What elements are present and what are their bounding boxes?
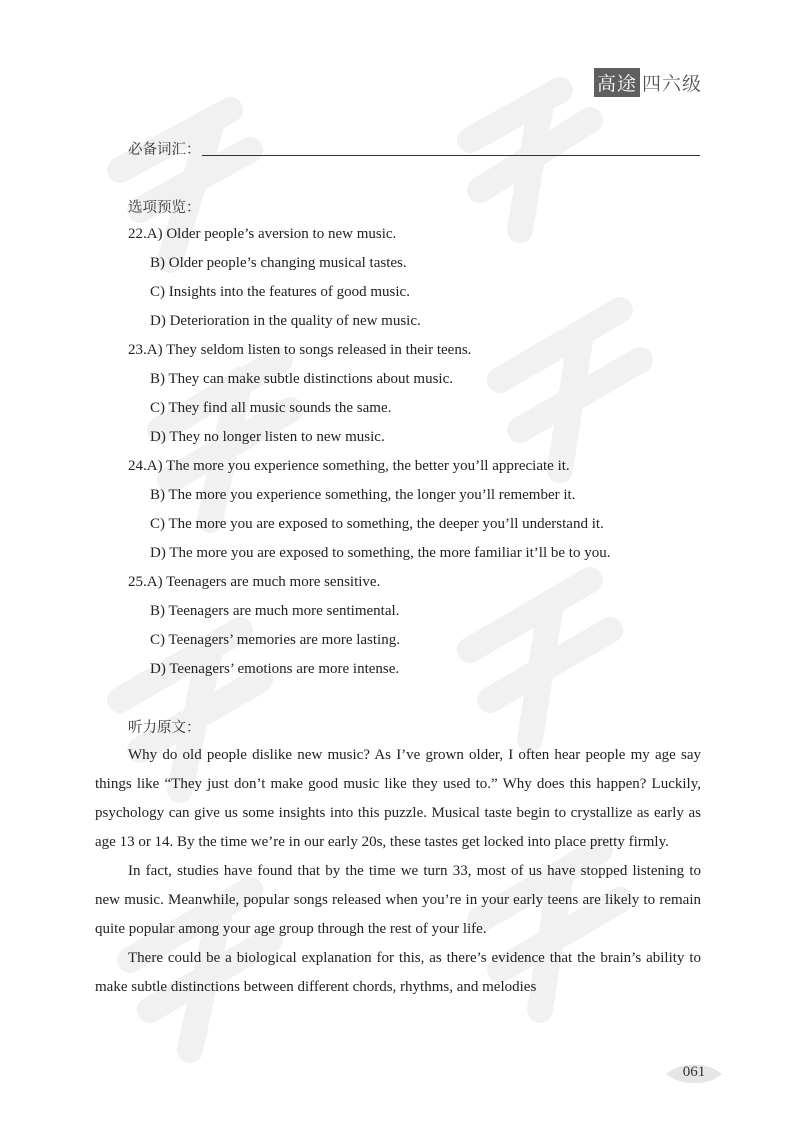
transcript-paragraph: In fact, studies have found that by the time we turn 33, most of us have stopped listening to new music. Meanwhile, popular songs released when you’re in your early teens are likely to remain quite popular among your age group through the rest of your life. [95, 863, 701, 937]
watermark-glyph [470, 90, 590, 230]
option-item: D) The more you are exposed to something, the more familiar it’ll be to you. [150, 545, 611, 561]
option-item: C) Insights into the features of good music. [150, 284, 410, 300]
transcript-paragraph: Why do old people dislike new music? As I’ve grown older, I often hear people my age say things like “They just don’t make good music like they used to.” Why does this happen? Luckily, psychology can give us some insights into this puzzle. Musical taste begin to crystallize as early as age 13 or 14. By the time we’re in our early 20s, these tastes get locked into place pretty firmly. [95, 747, 701, 850]
option-item: B) Older people’s changing musical tastes. [150, 255, 407, 271]
option-item: B) Teenagers are much more sentimental. [150, 603, 400, 619]
option-item: C) The more you are exposed to something, the deeper you’ll understand it. [150, 516, 604, 532]
options-list [128, 220, 728, 684]
vocab-label: 必备词汇： [128, 142, 201, 158]
page-number-text: 061 [682, 1064, 706, 1080]
option-item: D) They no longer listen to new music. [150, 429, 385, 445]
option-item: D) Teenagers’ emotions are more intense. [150, 661, 400, 677]
brand-box: 高途 [594, 68, 640, 97]
option-item: 22.A) Older people’s aversion to new music. [128, 226, 397, 242]
option-item: C) They find all music sounds the same. [150, 400, 392, 416]
option-item: 25.A) Teenagers are much more sensitive. [128, 574, 381, 590]
option-item: 24.A) The more you experience something, the better you’ll appreciate it. [128, 458, 570, 474]
option-item: 23.A) They seldom listen to songs released in their teens. [128, 342, 472, 358]
vocab-blank-line [202, 155, 700, 156]
transcript-paragraph: There could be a biological explanation for this, as there’s evidence that the brain’s ability to make subtle distinctions between different chords, rhythms, and melodies [95, 950, 701, 995]
option-item: B) They can make subtle distinctions about music. [150, 371, 454, 387]
option-item: C) Teenagers’ memories are more lasting. [150, 632, 400, 648]
brand-logo [594, 68, 702, 97]
brand-text: 四六级 [641, 73, 702, 95]
option-item: B) The more you experience something, the longer you’ll remember it. [150, 487, 576, 503]
page-number [664, 1060, 724, 1088]
preview-label: 选项预览： [128, 200, 201, 216]
transcript-body [95, 741, 701, 1002]
option-item: D) Deterioration in the quality of new music. [150, 313, 421, 329]
transcript-label: 听力原文： [128, 720, 201, 736]
